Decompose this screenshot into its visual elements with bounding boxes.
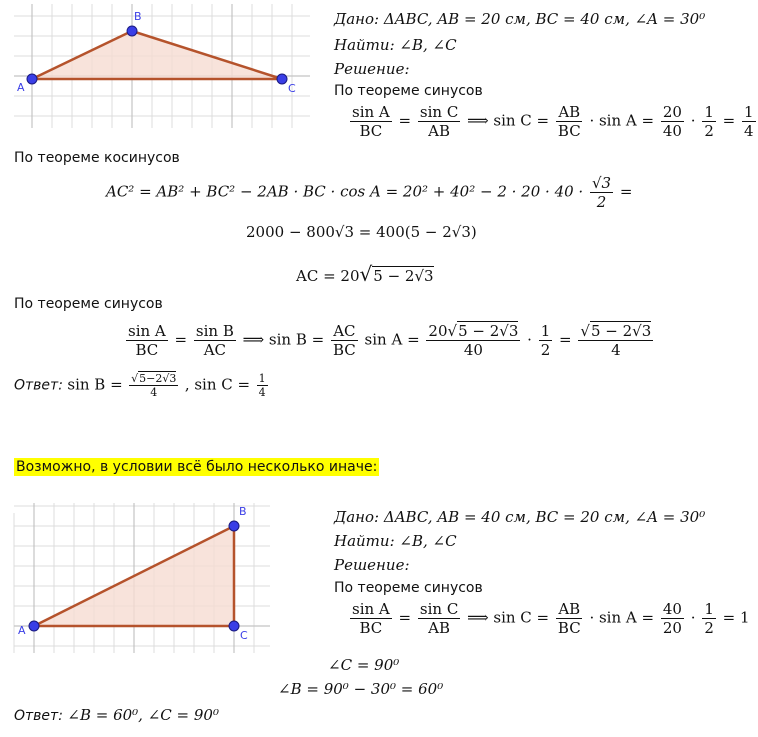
frac-den: 40 — [662, 122, 682, 140]
frac-den: BC — [359, 619, 383, 637]
equals: = — [722, 111, 736, 130]
point-b — [127, 26, 137, 36]
equation-ac — [296, 262, 434, 286]
radicand: 5 − 2√3 — [458, 322, 519, 340]
radicand: 5 − 2√3 — [373, 267, 434, 285]
frac-num: sin A — [352, 600, 390, 618]
frac-den: BC — [359, 122, 383, 140]
times-sin: · sin A = — [589, 608, 655, 627]
coefficient: 20 — [428, 322, 448, 340]
frac-num: AB — [558, 103, 581, 121]
frac-den: BC — [557, 619, 581, 637]
frac-num: 1 — [704, 103, 714, 121]
radicand: 5 − 2√3 — [590, 322, 652, 340]
label-a: A — [18, 624, 26, 637]
point-c — [277, 74, 287, 84]
solution-2: Решение: — [334, 556, 410, 574]
triangle-shape — [32, 31, 282, 79]
radical-sign: √ — [359, 262, 373, 286]
law-sines-3: По теореме синусов — [334, 580, 483, 596]
frac-num: sin C — [419, 103, 459, 121]
answer-sinc: , sin C = — [184, 375, 251, 394]
equals: = — [398, 608, 412, 627]
label-b: B — [134, 10, 142, 23]
equation-sines-3 — [348, 600, 750, 637]
given-1: Дано: ΔABC, AB = 20 см, BC = 40 см, ∠A = 30⁰ — [334, 10, 706, 28]
find-1: Найти: ∠B, ∠C — [334, 36, 457, 54]
given-2: Дано: ΔABC, AB = 40 см, BC = 20 см, ∠A = 30⁰ — [334, 508, 706, 526]
equation-sines-2 — [124, 322, 655, 359]
frac-num: AC — [333, 322, 356, 340]
radicand: 5−2√3 — [139, 372, 177, 385]
triangle-figure-2 — [14, 503, 270, 653]
answer-value: ∠B = 60⁰, ∠C = 90⁰ — [67, 706, 219, 724]
label-a: A — [17, 81, 25, 94]
frac-den: 4 — [744, 122, 754, 140]
label-b: B — [239, 505, 247, 518]
frac-num: 1 — [744, 103, 754, 121]
point-b — [229, 521, 239, 531]
frac-num: 1 — [540, 322, 551, 340]
implies: ⟹ sin C = — [467, 111, 550, 130]
equals: = — [619, 182, 633, 201]
equals: = — [559, 330, 572, 349]
equation-sines-1 — [348, 103, 758, 140]
answer-1 — [14, 372, 270, 399]
frac-den: AB — [428, 619, 451, 637]
frac-den: 4 — [150, 386, 158, 399]
law-sines-1: По теореме синусов — [334, 83, 483, 99]
sin-a: sin A = — [364, 330, 420, 349]
answer-label: Ответ: — [14, 377, 63, 394]
label-c: C — [288, 82, 296, 95]
frac-den: 2 — [704, 619, 714, 637]
frac-num: sin A — [128, 322, 166, 340]
solution-1: Решение: — [334, 60, 410, 78]
frac-num: 40 — [662, 600, 682, 618]
frac-num: 20√5 − 2√3 — [428, 322, 519, 340]
frac-den: BC — [557, 122, 581, 140]
answer-label: Ответ: — [14, 708, 63, 724]
frac-den: 2 — [540, 341, 551, 359]
frac-num: sin C — [419, 600, 459, 618]
frac-den: AC — [203, 341, 227, 359]
equals: = — [398, 111, 412, 130]
frac-num: √5−2√3 — [131, 372, 177, 385]
label-c: C — [240, 629, 248, 642]
frac-num: 1 — [704, 600, 714, 618]
equals: = — [174, 330, 188, 349]
frac-den: 4 — [258, 386, 266, 399]
highlight-note: Возможно, в условии всё было несколько иначе: — [16, 459, 378, 475]
frac-num: AB — [558, 600, 581, 618]
frac-num: √5 − 2√3 — [580, 322, 652, 340]
law-cosines: По теореме косинусов — [14, 150, 180, 166]
frac-num: 20 — [662, 103, 682, 121]
angle-c: ∠C = 90⁰ — [328, 656, 400, 674]
frac-den: 4 — [611, 341, 621, 359]
frac-den: BC — [332, 341, 356, 359]
answer-2 — [14, 706, 219, 724]
law-sines-2: По теореме синусов — [14, 296, 163, 312]
frac-num: 1 — [258, 372, 266, 385]
frac-den: 2 — [596, 193, 607, 211]
angle-b: ∠B = 90⁰ − 30⁰ = 60⁰ — [278, 680, 444, 698]
find-2: Найти: ∠B, ∠C — [334, 532, 457, 550]
frac-den: 40 — [463, 341, 483, 359]
point-a — [29, 621, 39, 631]
triangle-figure-1 — [14, 4, 310, 128]
ac-value: AC = 20 — [296, 267, 360, 285]
point-c — [229, 621, 239, 631]
answer-sinb: sin B = — [67, 375, 123, 394]
equals-result: = 1 — [722, 608, 750, 627]
times-sin: · sin A = — [589, 111, 655, 130]
frac-num: sin A — [352, 103, 390, 121]
point-a — [27, 74, 37, 84]
implies: ⟹ sin C = — [467, 608, 550, 627]
equation-cosines — [106, 174, 632, 211]
dot: · — [690, 608, 696, 627]
frac-den: 20 — [662, 619, 682, 637]
frac-num: √3 — [591, 174, 612, 192]
equation-simplify: 2000 − 800√3 = 400(5 − 2√3) — [246, 223, 477, 241]
dot: · — [690, 111, 696, 130]
frac-den: BC — [135, 341, 159, 359]
frac-den: 2 — [704, 122, 714, 140]
frac-num: sin B — [195, 322, 234, 340]
dot: · — [527, 330, 532, 349]
implies: ⟹ sin B = — [242, 330, 325, 349]
frac-den: AB — [428, 122, 451, 140]
cosine-expression: AC² = AB² + BC² − 2AB · BC · cos A = 20² + 40² − 2 · 20 · 40 · — [106, 182, 584, 201]
